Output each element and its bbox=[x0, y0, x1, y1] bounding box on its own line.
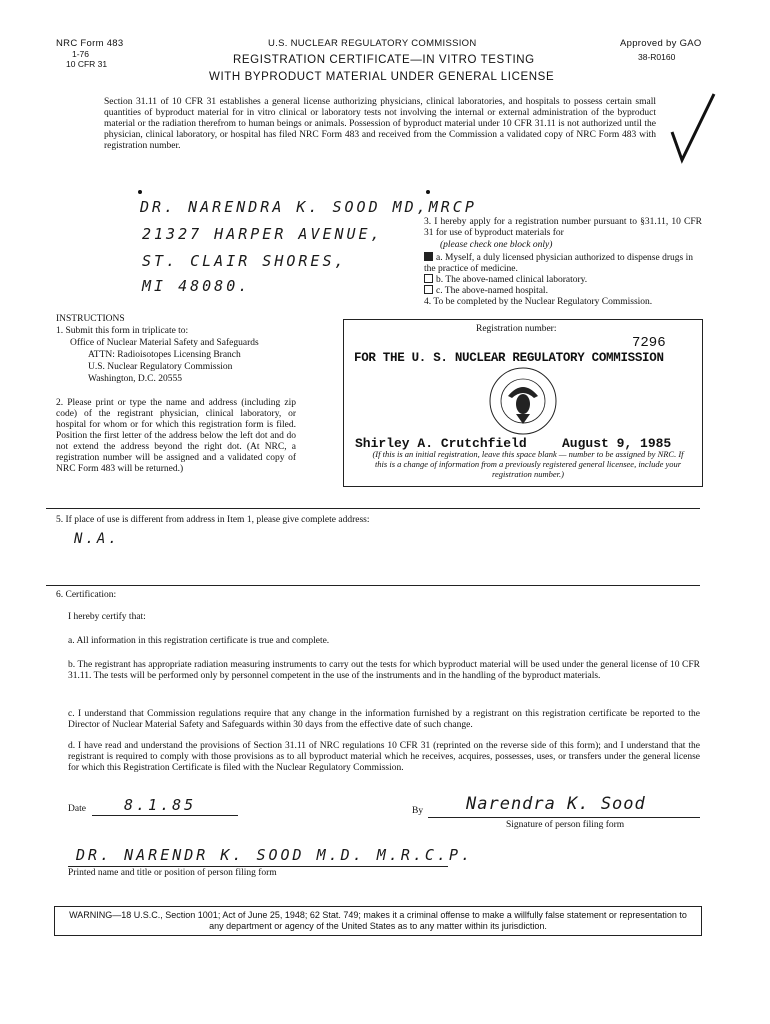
cert-item-d: d. I have read and understand the provisions of Section 31.11 of NRC regulations 10 CFR 31 (reprinted on the reverse side of this form); and I understand that the registrant is required to comply with those provisions as to all byproduct material which he receives, acquires, possesses, uses, or transfers under the general license for which this Registration Certificate is filed with the Nuclear Regulatory Commission. bbox=[68, 741, 700, 773]
intro-paragraph: Section 31.11 of 10 CFR 31 establishes a general license authorizing physicians, clinical laboratories, and hospitals to possess certain small quantities of byproduct material for in vitro clinical or laboratory tests not involving the internal or external administration of the byproduct material or the radiation therefrom to human beings or animals. Possession of byproduct material under 10 CFR 31.11 is not authorized until the physician, clinical laboratory, or hospital has filed NRC Form 483 and received from the Commission a validated copy of NRC Form 483 with registration number. bbox=[104, 97, 656, 151]
divider bbox=[46, 585, 700, 586]
item3-note: (please check one block only) bbox=[440, 240, 553, 250]
printed-name-value: DR. NARENDR K. SOOD M.D. M.R.C.P. bbox=[76, 846, 474, 864]
form-title-line2: WITH BYPRODUCT MATERIAL UNDER GENERAL LICENSE bbox=[209, 71, 555, 83]
form-date: 1-76 bbox=[72, 49, 90, 59]
printed-name-line bbox=[68, 866, 448, 867]
registration-label: Registration number: bbox=[476, 324, 557, 334]
cert-item-c: c. I understand that Commission regulations require that any change in the information furnished by a registrant on this registration certificate be reported to the Director of Nuclear Material Safety and Safeguards within 30 days from the effective date of such change. bbox=[68, 709, 700, 730]
form-number: NRC Form 483 bbox=[56, 38, 124, 49]
divider bbox=[46, 508, 700, 509]
instruction-address-2: ATTN: Radioisotopes Licensing Branch bbox=[88, 350, 241, 360]
form-title-line1: REGISTRATION CERTIFICATE—IN VITRO TESTING bbox=[233, 54, 535, 66]
instructions-heading: INSTRUCTIONS bbox=[56, 314, 125, 324]
address-line2: 21327 HARPER AVENUE, bbox=[142, 225, 383, 243]
item3-option-c[interactable] bbox=[424, 285, 548, 297]
option-c-checkbox[interactable] bbox=[424, 285, 433, 294]
cert-lead: I hereby certify that: bbox=[68, 612, 146, 622]
check-mark-icon bbox=[668, 90, 718, 165]
item3-text: 3. I hereby apply for a registration number pursuant to §31.11, 10 CFR 31 for use of byproduct materials for bbox=[424, 217, 702, 238]
registration-date: August 9, 1985 bbox=[562, 436, 672, 451]
item5-label: 5. If place of use is different from address in Item 1, please give complete address: bbox=[56, 515, 370, 525]
option-b-label: b. The above-named clinical laboratory. bbox=[436, 275, 588, 285]
nrc-stamp: FOR THE U. S. NUCLEAR REGULATORY COMMISSION bbox=[354, 351, 664, 365]
by-label: By bbox=[412, 806, 424, 816]
cert-item-b: b. The registrant has appropriate radiation measuring instruments to carry out the tests for which byproduct material will be used under the general license of 10 CFR 31.11. The tests will be performed only by personnel competent in the use of the instruments and in the handling of the byproduct materials. bbox=[68, 660, 700, 681]
warning-box bbox=[54, 906, 702, 936]
date-line bbox=[92, 815, 238, 816]
instruction-address-3: U.S. Nuclear Regulatory Commission bbox=[88, 362, 233, 372]
option-a-checkbox[interactable] bbox=[424, 252, 433, 261]
registration-number: 7296 bbox=[632, 335, 666, 351]
form-cfr: 10 CFR 31 bbox=[66, 59, 108, 69]
nrc-seal-icon bbox=[470, 366, 576, 436]
agency-name: U.S. NUCLEAR REGULATORY COMMISSION bbox=[268, 38, 477, 49]
cert-heading: 6. Certification: bbox=[56, 590, 117, 600]
option-c-label: c. The above-named hospital. bbox=[436, 286, 548, 296]
item3-option-a[interactable] bbox=[424, 252, 702, 275]
signature-caption: Signature of person filing form bbox=[506, 820, 625, 830]
instruction-1: 1. Submit this form in triplicate to: bbox=[56, 326, 189, 336]
address-line1: DR. NARENDRA K. SOOD MD,MRCP bbox=[140, 198, 477, 216]
date-label: Date bbox=[68, 804, 86, 814]
warning-text: WARNING—18 U.S.C., Section 1001; Act of June 25, 1948; 62 Stat. 749; makes it a criminal offense to make a willfully false statement or representation to any department or agency of the United States as to any matter within its jurisdiction. bbox=[69, 910, 687, 931]
registration-note: (If this is an initial registration, leave this space blank — number to be assigned by NRC. If this is a change of information from a previously registered general licensee, include your registration number.) bbox=[372, 449, 684, 479]
printed-name-caption: Printed name and title or position of person filing form bbox=[68, 868, 277, 878]
cert-item-a: a. All information in this registration certificate is true and complete. bbox=[68, 636, 330, 646]
option-b-checkbox[interactable] bbox=[424, 274, 433, 283]
approval-label: Approved by GAO bbox=[620, 38, 702, 49]
left-dot bbox=[138, 190, 142, 194]
signature-value: Narendra K. Sood bbox=[466, 794, 646, 814]
instruction-2: 2. Please print or type the name and address (including zip code) of the registrant physician, clinical laboratory, or hospital for whom or for which this registration form is filed. Position the first letter of the address below the left dot and do not extend the address beyond the right dot. (At NRC, a registration number will be assigned and a validated copy of NRC Form 483 will be returned.) bbox=[56, 398, 296, 474]
right-dot bbox=[426, 190, 430, 194]
instruction-address-4: Washington, D.C. 20555 bbox=[88, 374, 182, 384]
item4-text: 4. To be completed by the Nuclear Regulatory Commission. bbox=[424, 297, 653, 307]
address-line4: MI 48080. bbox=[142, 277, 251, 295]
option-a-label: a. Myself, a duly licensed physician authorized to dispense drugs in the practice of medicine. bbox=[424, 253, 693, 274]
approval-number: 38-R0160 bbox=[638, 52, 676, 62]
item5-value: N.A. bbox=[74, 531, 120, 547]
instruction-address-1: Office of Nuclear Material Safety and Safeguards bbox=[70, 338, 259, 348]
address-line3: ST. CLAIR SHORES, bbox=[142, 252, 347, 270]
date-value: 8.1.85 bbox=[124, 796, 197, 814]
signature-line bbox=[428, 817, 700, 818]
official-signature: Shirley A. Crutchfield bbox=[355, 436, 527, 451]
